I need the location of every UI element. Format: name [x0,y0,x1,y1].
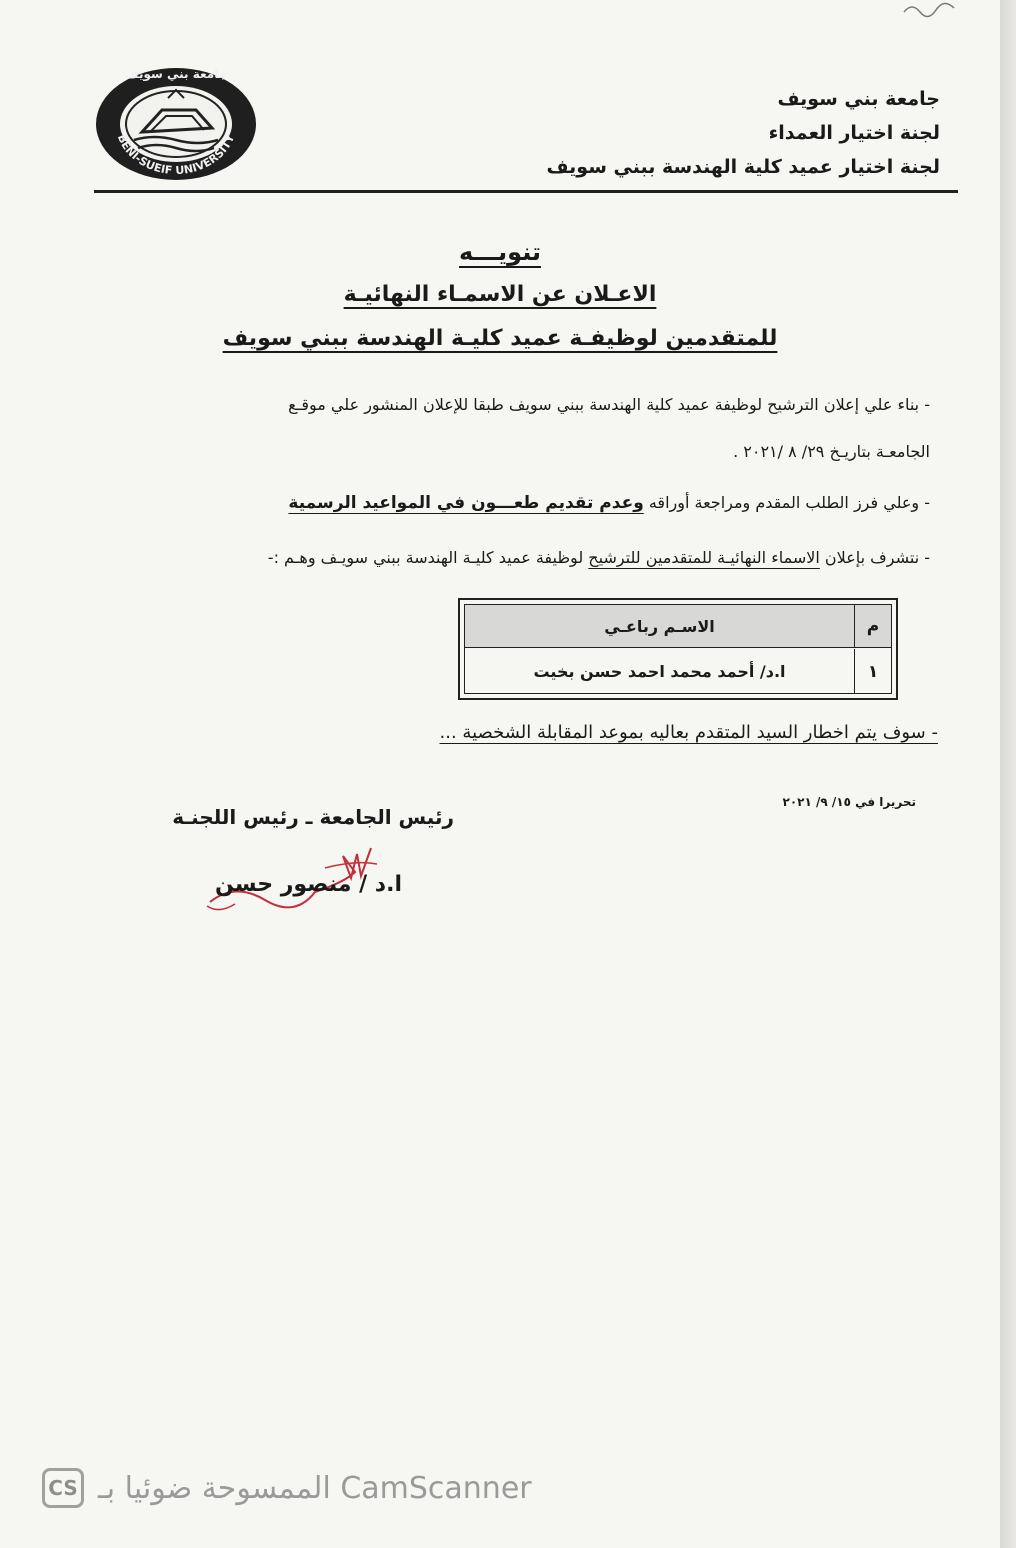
notice-title: تنويـــه [458,238,542,266]
candidates-table [458,598,898,700]
camscanner-watermark [42,1468,532,1508]
page-edge-shadow [1000,0,1016,1548]
date-written: تحريرا في ١٥/ ٩/ ٢٠٢١ [782,795,916,809]
logo-text: BENI-SUEIF UNIVERSITY [114,132,238,178]
interview-note: - سوف يتم اخطار السيد المتقدم بعاليه بموعد المقابلة الشخصية ... [439,722,938,743]
header-committee: لجنة اختيار العمداء [768,122,940,144]
table-row [465,649,891,694]
paragraph-1-line-1: - بناء علي إعلان الترشيح لوظيفة عميد كلية الهندسة ببني سويف طبقا للإعلان المنشور علي موقـع [288,395,930,414]
announcement-title: الاعـلان عن الاسمـاء النهائيـة [343,282,657,307]
logo-arabic-text: جامعة بني سويف [124,67,228,81]
header-divider [94,190,958,193]
table-header-num: م [854,605,891,647]
paragraph-2: - وعلي فرز الطلب المقدم ومراجعة أوراقه وعدم تقديم طعـــون في المواعيد الرسمية [288,493,930,513]
corner-scribble [900,0,960,20]
table-cell-num: ١ [854,649,891,694]
university-logo [92,62,260,182]
header-committee-engineering: لجنة اختيار عميد كلية الهندسة ببني سويف [546,156,940,178]
header-university: جامعة بني سويف [777,88,940,110]
table-header-row [465,605,891,648]
camscanner-icon: CS [42,1468,84,1508]
paragraph-1-line-2: الجامعـة بتاريـخ ٢٩/ ٨ /٢٠٢١ . [733,442,930,461]
paragraph-3: - نتشرف بإعلان الاسماء النهائيـة للمتقدمين للترشيح لوظيفة عميد كليـة الهندسة ببني سويـف وهـم :- [267,548,930,567]
announcement-subtitle: للمتقدمين لوظيفـة عميد كليـة الهندسة ببني سويف [222,326,778,351]
signer-name: ا.د / منصور حسن [215,872,402,897]
paragraph-2-emphasis: وعدم تقديم طعـــون في المواعيد الرسمية [288,493,644,513]
camscanner-text: الممسوحة ضوئيا بـ CamScanner [98,1470,532,1506]
paragraph-3-emphasis: الاسماء النهائيـة للمتقدمين للترشيح [588,548,820,567]
table-cell-name: ا.د/ أحمد محمد احمد حسن بخيت [533,662,786,681]
table-header-name: الاسـم رباعـي [604,616,715,636]
signer-title: رئيس الجامعة ـ رئيس اللجنـة [172,805,454,829]
